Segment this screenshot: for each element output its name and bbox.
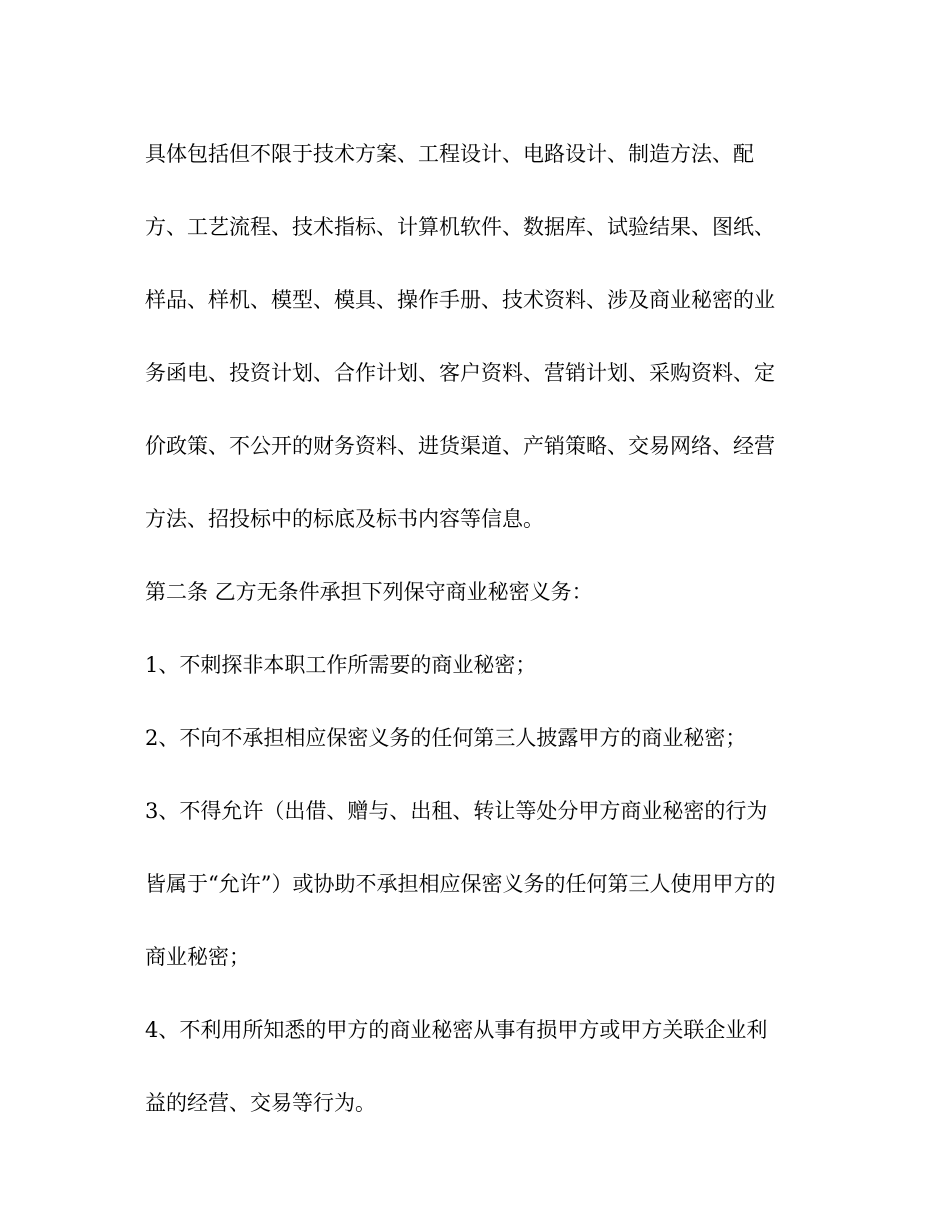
paragraph-line: 具体包括但不限于技术方案、工程设计、电路设计、制造方法、配 [145, 142, 754, 166]
paragraph-line: 方法、招投标中的标底及标书内容等信息。 [145, 507, 544, 531]
paragraph-line: 方、工艺流程、技术指标、计算机软件、数据库、试验结果、图纸、 [145, 215, 775, 239]
paragraph-line: 样品、样机、模型、模具、操作手册、技术资料、涉及商业秘密的业 [145, 288, 775, 312]
list-item-continuation: 益的经营、交易等行为。 [145, 1091, 376, 1115]
list-item: 4、不利用所知悉的甲方的商业秘密从事有损甲方或甲方关联企业利 [145, 1018, 768, 1042]
list-item-continuation: 商业秘密； [145, 945, 250, 969]
document-body [145, 118, 810, 1140]
list-item: 1、不刺探非本职工作所需要的商业秘密； [145, 653, 537, 677]
list-item: 3、不得允许（出借、赠与、出租、转让等处分甲方商业秘密的行为 [145, 799, 768, 823]
article-heading: 第二条 乙方无条件承担下列保守商业秘密义务： [145, 580, 593, 604]
list-item: 2、不向不承担相应保密义务的任何第三人披露甲方的商业秘密； [145, 726, 747, 750]
paragraph-line: 价政策、不公开的财务资料、进货渠道、产销策略、交易网络、经营 [145, 434, 775, 458]
list-item-continuation: 皆属于“允许”）或协助不承担相应保密义务的任何第三人使用甲方的 [145, 872, 776, 896]
paragraph-line: 务函电、投资计划、合作计划、客户资料、营销计划、采购资料、定 [145, 361, 775, 385]
